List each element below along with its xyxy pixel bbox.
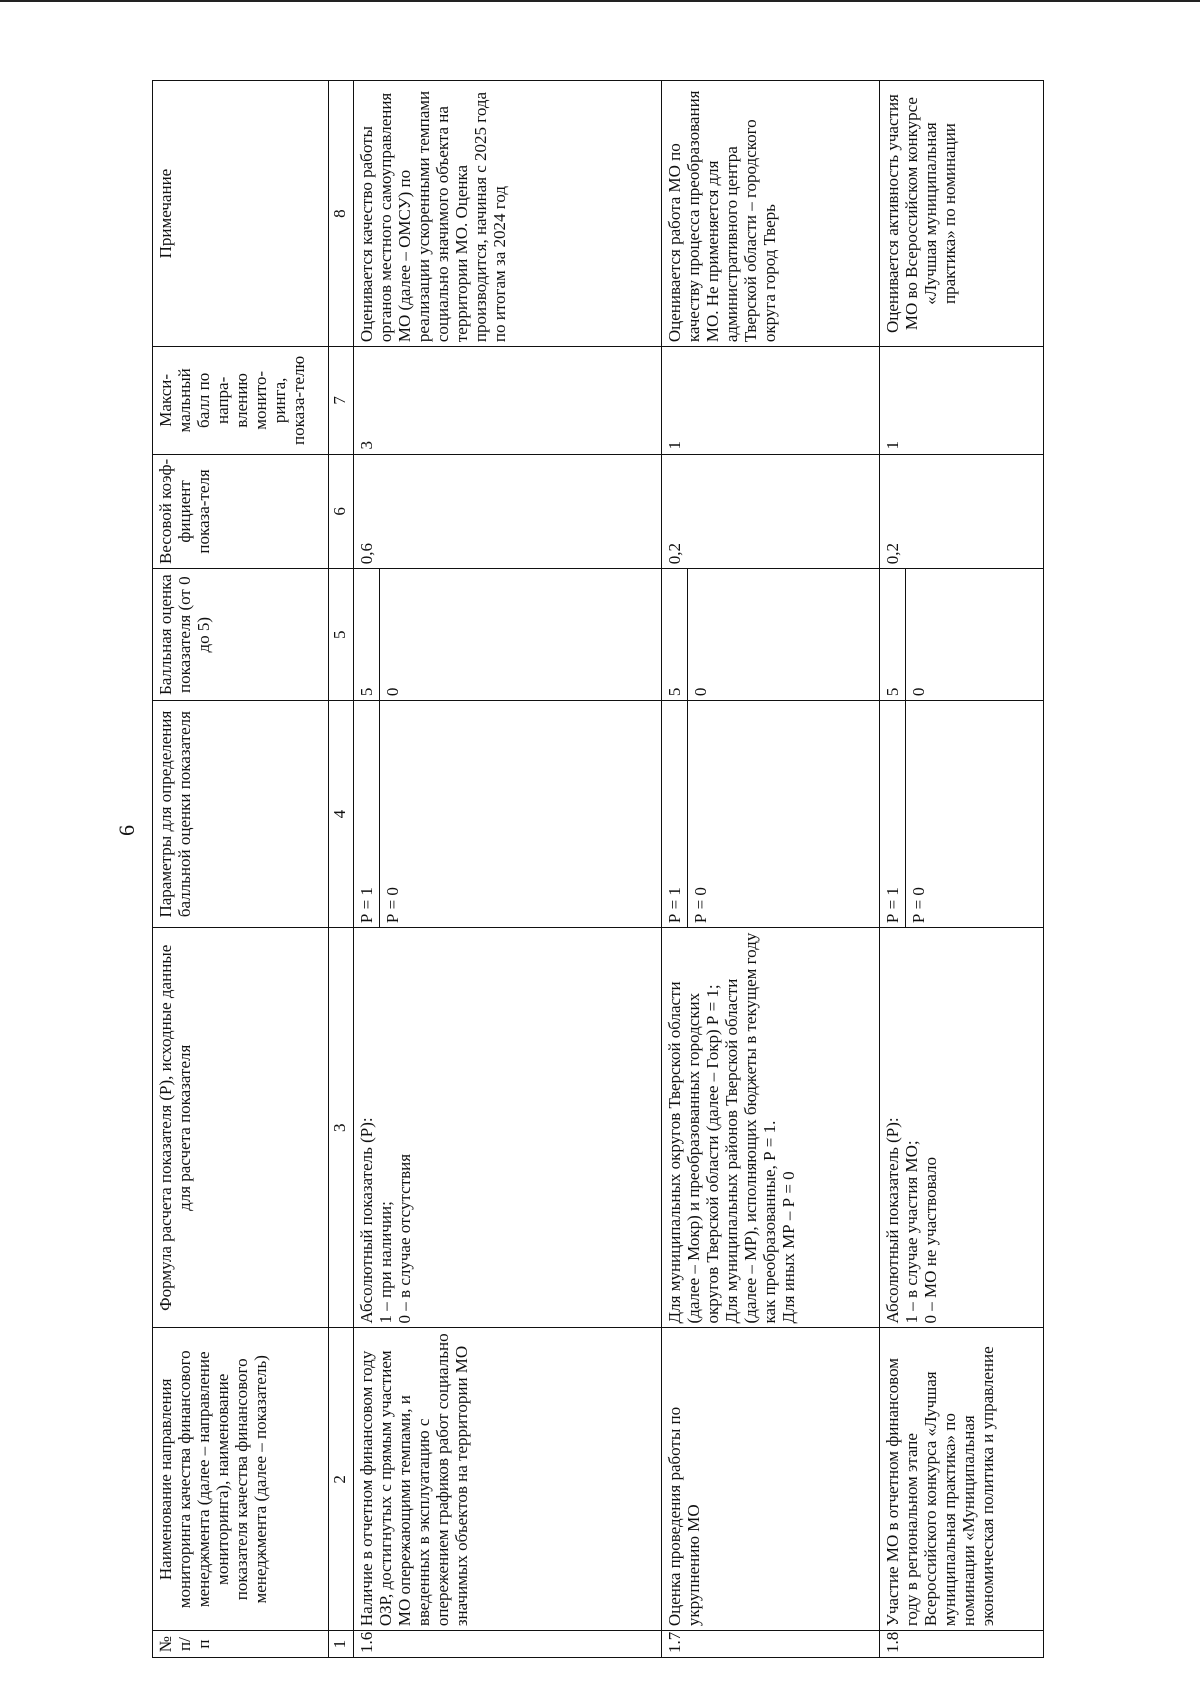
formula-line: 0 – МО не участвовало (921, 1156, 941, 1324)
score-value: 5 (665, 687, 684, 697)
formula-line: Абсолютный показатель (Р): (357, 1117, 376, 1324)
scores-cell (354, 569, 662, 701)
scores-cell (880, 569, 1044, 701)
header-row (153, 81, 329, 1658)
formula-line: 1 – в случае участия МО; (902, 1140, 922, 1324)
row-number: 1.7 (662, 1631, 880, 1658)
col-number: 4 (329, 701, 354, 928)
weight-value: 0,2 (662, 454, 880, 569)
score-value: 0 (687, 569, 879, 700)
col-number: 2 (329, 1328, 354, 1631)
weight-value: 0,2 (880, 454, 1044, 569)
params-cell (880, 701, 1044, 928)
params-cell (354, 701, 662, 928)
header-num: № п/п (153, 1631, 329, 1658)
max-score: 1 (880, 347, 1044, 454)
col-number: 7 (329, 347, 354, 454)
param-value: Р = 0 (379, 701, 661, 927)
note-text: Оценивается активность участия МО во Всероссийском конкурсе «Лучшая муниципальная практика» по номинации (880, 81, 1044, 347)
formula-line: Абсолютный показатель (Р): (883, 1117, 902, 1324)
top-border-line (0, 0, 1200, 2)
header-score: Балльная оценка показателя (от 0 до 5) (153, 569, 329, 701)
header-formula: Формула расчета показателя (Р), исходные данные для расчета показателя (153, 928, 329, 1328)
formula-line: Для муниципальных районов Тверской области (далее – МР), исполняющих бюджеты в текущем году как преобразованные, Р = 1. (722, 932, 780, 1324)
score-value: 0 (379, 569, 661, 700)
note-text: Оценивается качество работы органов местного самоуправления МО (далее – ОМСУ) по реализации ускоренными темпами социально значимого объекта на территории МО. Оценка производится, начиная с 2025 года по итогам за 2024 год (354, 81, 662, 347)
score-value: 0 (905, 569, 1043, 700)
formula-line: Для муниципальных округов Тверской области (далее – Мокр) и преобразованных городских округов Тверской области (далее – Гокр) Р = 1; (665, 981, 723, 1324)
indicator-formula (662, 928, 880, 1328)
row-number: 1.8 (880, 1631, 1044, 1658)
params-cell (662, 701, 880, 928)
param-value: Р = 0 (687, 701, 879, 927)
formula-line: 0 – в случае отсутствия (395, 1153, 415, 1324)
max-score: 1 (662, 347, 880, 454)
page-number: 6 (114, 825, 139, 836)
header-note: Примечание (153, 81, 329, 347)
col-number: 6 (329, 454, 354, 569)
table-row (662, 81, 880, 1658)
indicator-name: Наличие в отчетном финансовом году ОЗР, достигнутых с прямым участием МО опережающими темпами, и введенных в эксплуатацию с опережением графиков работ социально значимых объектов на территории МО (354, 1328, 662, 1631)
formula-line: 1 – при наличии; (376, 1201, 396, 1324)
formula-line: Для иных МР – Р = 0 (779, 1171, 799, 1324)
col-number: 5 (329, 569, 354, 701)
row-number: 1.6 (354, 1631, 662, 1658)
indicator-name: Участие МО в отчетном финансовом году в региональном этапе Всероссийского конкурса «Лучшая муниципальная практика» по номинации «Муниципальная экономическая политика и управление (880, 1328, 1044, 1631)
note-text: Оценивается работа МО по качеству процесса преобразования МО. Не применяется для административного центра Тверской области – городского округа город Тверь (662, 81, 880, 347)
param-value: Р = 0 (905, 701, 1043, 927)
param-value: Р = 1 (357, 887, 376, 924)
indicator-formula (354, 928, 662, 1328)
weight-value: 0,6 (354, 454, 662, 569)
score-value: 5 (883, 687, 902, 697)
col-number: 3 (329, 928, 354, 1328)
column-number-row (329, 81, 354, 1658)
header-max: Макси-мальный балл по напра-влению монито-ринга, показа-телю (153, 347, 329, 454)
table-row (880, 81, 1044, 1658)
rotated-table-frame (152, 80, 1040, 1658)
header-weight: Весовой коэф-фициент показа-теля (153, 454, 329, 569)
monitoring-table (152, 80, 1044, 1658)
table-row (354, 81, 662, 1658)
scores-cell (662, 569, 880, 701)
header-name: Наименование направления мониторинга качества финансового менеджмента (далее – направление мониторинга), наименование показателя качества финансового менеджмента (далее – показатель) (153, 1328, 329, 1631)
header-params: Параметры для определения балльной оценки показателя (153, 701, 329, 928)
indicator-formula (880, 928, 1044, 1328)
indicator-name: Оценка проведения работы по укрупнению МО (662, 1328, 880, 1631)
param-value: Р = 1 (883, 887, 902, 924)
col-number: 1 (329, 1631, 354, 1658)
max-score: 3 (354, 347, 662, 454)
score-value: 5 (357, 687, 376, 697)
col-number: 8 (329, 81, 354, 347)
param-value: Р = 1 (665, 887, 684, 924)
